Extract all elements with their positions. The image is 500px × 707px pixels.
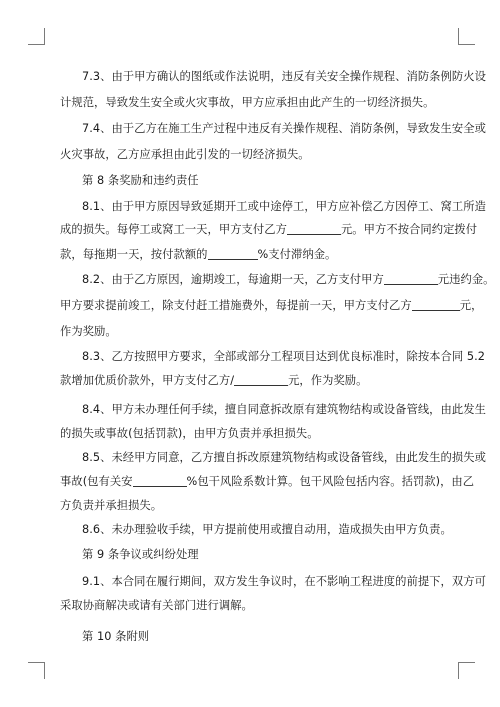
clause-8-5-line-1: 8.5、未经甲方同意，乙方擅自拆改原建筑物结构或设备管线，由此发生的损失或 [82, 451, 486, 464]
blank-field [287, 223, 341, 235]
crop-mark-top-left-v [44, 28, 45, 45]
clause-8-2-line-3: 作为奖励。 [60, 325, 117, 338]
clause-8-3-line-1: 8.3、乙方按照甲方要求，全部或部分工程项目达到优良标准时，除按本合同 5.2 [82, 350, 485, 363]
clause-8-2-text-b: 元违约金。 [437, 273, 495, 286]
blank-field [234, 374, 288, 386]
clause-8-5-line-2 [60, 475, 475, 489]
clause-8-3-line-2 [60, 374, 460, 388]
clause-7-4-line-1: 7.4、由于乙方在施工生产过程中违反有关操作规程、消防条例，导致发生安全或 [82, 122, 486, 135]
clause-8-2-text-d: 元， [459, 299, 483, 312]
section-8-heading: 第 8 条奖励和违约责任 [82, 174, 199, 187]
clause-8-3-text-b: 元，作为奖励。 [288, 374, 368, 387]
clause-8-2-text-a: 8.2、由于乙方原因，逾期竣工，每逾期一天，乙方支付甲方 [82, 273, 384, 286]
crop-mark-top-left-h [28, 44, 45, 45]
clause-8-2-text-c: 甲方要求提前竣工，除支付赶工措施费外，每提前一天，甲方支付乙方 [60, 299, 412, 312]
blank-field [133, 475, 187, 487]
section-9-heading: 第 9 条争议或纠纷处理 [82, 548, 199, 561]
clause-8-2-line-2 [60, 299, 483, 313]
clause-8-1-text-a: 成的损失。每停工或窝工一天，甲方支付乙方 [60, 223, 287, 236]
clause-8-5-line-3: 方负责并承担损失。 [60, 499, 163, 512]
clause-7-4-line-2: 火灾事故，乙方应承担由此引发的一切经济损失。 [60, 148, 310, 161]
crop-mark-bottom-left-h [28, 662, 45, 663]
clause-8-4-line-1: 8.4、甲方未办理任何手续，擅自同意拆改原有建筑物结构或设备管线，由此发生 [82, 403, 486, 416]
clause-8-1-line-2 [60, 223, 478, 237]
clause-8-1-text-c: 款，每拖期一天，按付款额的 [60, 248, 208, 261]
crop-mark-top-right-h [458, 44, 475, 45]
clause-8-4-line-2: 的损失或事故(包括罚款)，由甲方负责并承担损失。 [60, 427, 319, 440]
clause-8-3-text-a: 款增加优质价款外，甲方支付乙方/ [60, 374, 235, 387]
clause-7-3-line-2: 计规范，导致发生安全或火灾事故，甲方应承担由此产生的一切经济损失。 [60, 96, 435, 109]
clause-8-2-line-1 [82, 273, 495, 287]
crop-mark-bottom-right-h [458, 662, 475, 663]
clause-8-5-text-b: %包干风险系数计算。包干风险包括内容。括罚款)，由乙 [186, 475, 475, 488]
clause-8-1-line-3 [60, 248, 460, 262]
crop-mark-bottom-right-v [458, 662, 459, 679]
clause-7-3-line-1: 7.3、由于甲方确认的图纸或作法说明，违反有关安全操作规程、消防条例防火设 [82, 70, 486, 83]
blank-field [208, 248, 258, 260]
crop-mark-top-right-v [458, 28, 459, 45]
clause-8-1-text-d: %支付滞纳金。 [257, 248, 337, 261]
blank-field [384, 273, 438, 285]
blank-field [412, 299, 460, 311]
clause-8-1-line-1: 8.1、由于甲方原因导致延期开工或中途停工，甲方应补偿乙方因停工、窝工所造 [82, 200, 486, 213]
clause-8-5-text-a: 事故(包有关安 [60, 475, 133, 488]
section-10-heading: 第 10 条附则 [82, 630, 150, 643]
clause-9-1-line-1: 9.1、本合同在履行期间，双方发生争议时，在不影响工程进度的前提下，双方可 [82, 575, 486, 588]
crop-mark-bottom-left-v [44, 662, 45, 679]
clause-9-1-line-2: 采取协商解决或请有关部门进行调解。 [60, 599, 253, 612]
clause-8-6: 8.6、未办理验收手续，甲方提前使用或擅自动用，造成损失由甲方负责。 [82, 523, 452, 536]
clause-8-1-text-b: 元。甲方不按合同约定拨付 [340, 223, 478, 236]
